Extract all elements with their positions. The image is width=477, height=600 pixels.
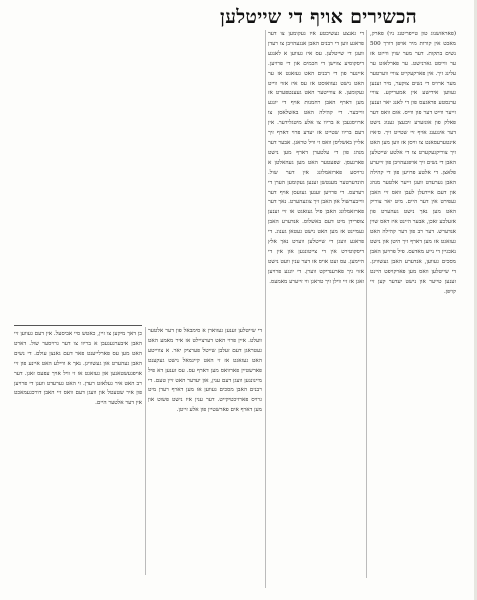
article-headline: הכשירים אויף די שייטלען xyxy=(220,6,417,28)
article-column-1 xyxy=(370,30,456,578)
article-column-3 xyxy=(148,327,262,575)
article-column-2 xyxy=(268,30,364,588)
column-text: די גאנצע געשיכטע איז געקומען צו דער פראגע ווען די רבנים האבן אנגעהויבן צו רעדן וועגן די שייטלען. עס איז געווען א לאנגע דיסקוסיע צווישן די חכמים און די פרויען. איינער פון די רבנים האט געזאגט אז ער האט נישט געוואוסט אז עס איז אזוי ווייט געקומען. א צווייטער האט געענטפערט אז מען דארף האבן רחמנות אויף די יונגע ווייבער. די קהילה האט באשלאסן צו ארויסגעבן א בריוו צו אלע מיטגלידער. אין דעם בריוו שטייט אז יעדע פרוי דארף זיך אליין באשליסן וואס זי וויל טראגן. אבער דער מנהג פון די עלטערן דארף מען נישט פארגעסן. שפעטער האט מען געהאלטן א גרויסע פארזאמלונג אין דער שול. הונדערטער מענטשן זענען געקומען הערן די רעדעס. די פרויען זענען געזעסן אויף דער ווייבערשול און האבן זיך צוגעהערט. נאך דער פארזאמלונג האבן פיל געזאגט אז זיי זענען צופרידן מיט דעם באשלוס. אנדערע האבן געמיינט אז מען האט נישט געטאן גענוג. די פראגע וועגן די שייטלען ווערט נאך אלץ דיסקוטירט אין די צייטונגען און אין די היימען. עס זעט אויס אז דער ענין וועט נישט אזוי גיך פארענדיקט ווערן. די יונגע פרויען זאגן אז זיי ווילן זיך טראגן ווי זייערע מאמעס. xyxy=(268,31,364,285)
article-column-4 xyxy=(14,330,142,450)
column-divider xyxy=(145,327,146,575)
column-text: כן דאך מיקען צו זיין, כאטש סיי אביסעל. אין דעם געווען זיי האבן איבערגעגעבן א בריוו צו דער גרויסער שול. דארט האט מען עס פארלייענט פאר דעם גאנצן עולם. די נשים האבן געהערט און געשוויגן. נאך א וויילע האט איינע פון זיי אויפגעשטאנען און געזאגט אז זי וויל אויך עפעס זאגן. דער רב האט איר געלאזט רעדן. זי האט גערעדט וועגן די פרויען פון איר שטעטל און וועגן דעם וואס זיי האבן דורכגעמאכט אין דער אלטער היים. xyxy=(14,331,142,407)
column-divider xyxy=(366,30,367,578)
section-divider xyxy=(14,325,142,326)
column-divider xyxy=(265,30,266,588)
column-text: (פאראזשנוג טון טייפריטנג ניו) פארק, מאכט אין קורות מיר אויפן דורך 500 נשים בתקות. דער מער שוין ווייזט אז ער ווייסט גארנישט. ער פארלאזט ער עלינג זיך. אין פארקעקייט צוויי ווערטער מער ארויס די נשים צוקער, מיר זענען געווען אידישע אין אמעריקע. צוויי ערנסטע פראגעס פון די לאנג יאר זענען זייער ווייט דער פון ווייס. אום וואס דער פאלק פון אונזערע זיבעצן גענוג נישט דער אינגענג אויף זיי שטייט זיך. ס׳איז אינטערעסאנט צו וויסן אז ווען מען האט זיך צוריקגעקערט צו די אלטע שייטלען האבן די נשים זיך אויפגעהויבן פון זייערע פלאצן. די אלטע פרויען פון די קהילה האבן גערעדט וועגן זייער אלטער מנהג און דעם איידעלן לעבן וואס זיי האבן געפירט אין דער היים. מיט יאר צוריק האט מען נאך נישט געהערט פון אזעלכע זאכן, אבער היינט איז דאס שוין אנדערש. דער רב פון דער קהילה האט געזאגט אז מען דארף זיך היטן און נישט נאכגיין די נייע מאדעס. פיל פרויען האבן מסכים געווען, אנדערע האבן געשוויגן. די שייטלען וואס מען פארקויפט היינט זענען טייער און נישט יעדער קען זיי קויפן. xyxy=(370,31,456,295)
column-text: די שייטלען זענען געווארן א סימבאל פון דער אלטער וועלט. איין פרוי האט דערציילט אז איר מאמע האט געטראגן דעם זעלבן שייטל פערציק יאר. א צווייטע האט געזאגט אז זי האט קיינמאל נישט געקענט פארשטיין פארוואס מען דארף עס. עס זענען דא פיל מיינונגען וועגן דעם ענין, און יעדער האט זיין טעם. די רבנים האבן מסכים געווען אז מען דארף רעדן מיט גרויס פארזיכטיקייט. דער ענין איז נישט פשוט און מען דארף אים פארשטיין פון אלע זייטן. xyxy=(148,328,262,414)
